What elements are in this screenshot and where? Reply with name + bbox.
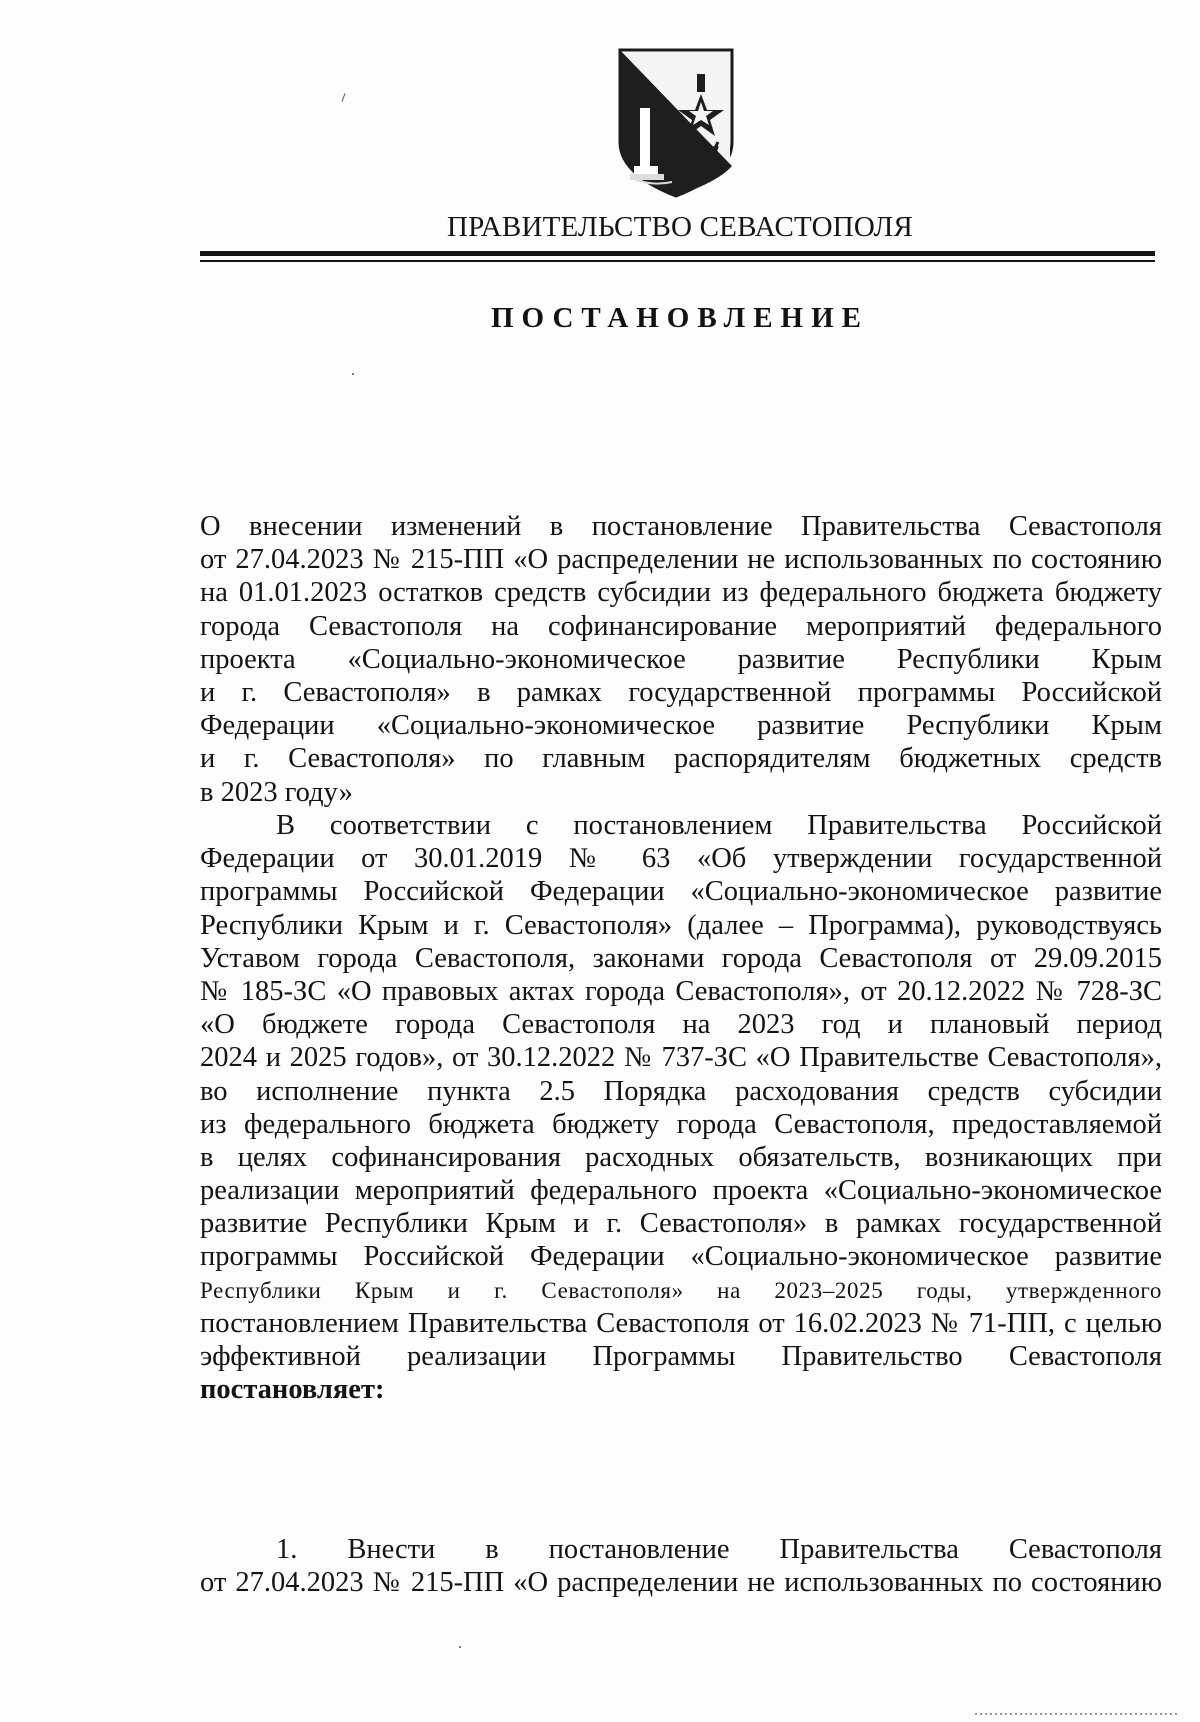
item-line: от 27.04.2023 № 215-ПП «О распределении не использованных по состоянию xyxy=(200,1567,1162,1599)
body-line: Республики Крым и г. Севастополя» (далее – Программа), руководствуясь xyxy=(200,909,1162,941)
item-1-paragraph xyxy=(200,1533,1162,1599)
preamble-paragraph xyxy=(200,809,1162,1406)
body-line: эффективной реализации Программы Правительство Севастополя xyxy=(200,1341,1162,1372)
header-rule-thick xyxy=(200,251,1155,256)
body-line: реализации мероприятий федерального проекта «Социально-экономическое xyxy=(200,1175,1162,1207)
body-line: постановлением Правительства Севастополя от 16.02.2023 № 71-ПП, с целью xyxy=(200,1307,1162,1339)
item-line: 1. Внести в постановление Правительства Севастополя xyxy=(276,1534,1162,1565)
organization-name: ПРАВИТЕЛЬСТВО СЕВАСТОПОЛЯ xyxy=(447,211,913,243)
title-line: О внесении изменений в постановление Правительства Севастополя xyxy=(200,511,1162,542)
body-line: В соответствии с постановлением Правительства Российской xyxy=(276,810,1162,841)
scan-speck xyxy=(352,373,354,375)
coat-of-arms-icon xyxy=(614,46,738,198)
body-line: развитие Республики Крым и г. Севастополя» в рамках государственной xyxy=(200,1208,1162,1240)
resolution-keyword: постановляет: xyxy=(200,1374,385,1406)
body-line: программы Российской Федерации «Социально-экономическое развитие xyxy=(200,1241,1162,1273)
body-line: № 185-ЗС «О правовых актах города Севастополя», от 20.12.2022 № 728-ЗС xyxy=(200,975,1162,1007)
body-line: из федерального бюджета бюджету города Севастополя, предоставляемой xyxy=(200,1108,1162,1140)
body-line: 2024 и 2025 годов», от 30.12.2022 № 737-ЗС «О Правительстве Севастополя», xyxy=(200,1042,1162,1074)
title-line: от 27.04.2023 № 215-ПП «О распределении не использованных по состоянию xyxy=(200,544,1162,576)
scan-edge-dots xyxy=(975,1713,1180,1715)
body-line-final xyxy=(200,1373,1162,1406)
title-line: города Севастополя на софинансирование мероприятий федерального xyxy=(200,610,1162,642)
scan-speck xyxy=(341,93,345,102)
document-type-heading: ПОСТАНОВЛЕНИЕ xyxy=(490,302,869,334)
title-line: Федерации «Социально-экономическое развитие Республики Крым xyxy=(200,710,1162,742)
title-line: проекта «Социально-экономическое развитие Республики Крым xyxy=(200,643,1162,675)
scan-speck xyxy=(459,1646,461,1648)
document-title xyxy=(200,510,1162,809)
body-line: «О бюджете города Севастополя на 2023 год и плановый период xyxy=(200,1009,1162,1041)
header-rule-thin xyxy=(200,260,1155,262)
body-line: Федерации от 30.01.2019 № 63 «Об утверждении государственной xyxy=(200,843,1162,875)
title-line: в 2023 году» xyxy=(200,776,353,808)
title-line: и г. Севастополя» в рамках государственной программы Российской xyxy=(200,676,1162,708)
body-line: во исполнение пункта 2.5 Порядка расходования средств субсидии xyxy=(200,1075,1162,1107)
title-line: и г. Севастополя» по главным распорядителям бюджетных средств xyxy=(200,743,1162,775)
body-line: в целях софинансирования расходных обязательств, возникающих при xyxy=(200,1141,1162,1173)
body-line: программы Российской Федерации «Социально-экономическое развитие xyxy=(200,876,1162,908)
body-line: Уставом города Севастополя, законами города Севастополя от 29.09.2015 xyxy=(200,942,1162,974)
title-line: на 01.01.2023 остатков средств субсидии из федерального бюджета бюджету xyxy=(200,577,1162,609)
body-line: Республики Крым и г. Севастополя» на 2023–2025 годы, утвержденного xyxy=(200,1277,1162,1303)
